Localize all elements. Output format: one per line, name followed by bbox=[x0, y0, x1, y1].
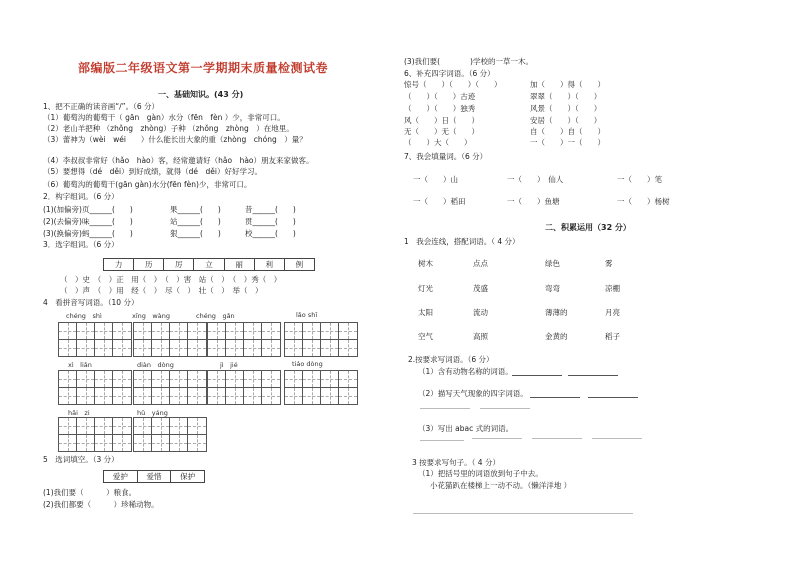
writing-grid[interactable] bbox=[58, 339, 132, 357]
pinyin-label: chéng shì bbox=[66, 312, 102, 320]
q2-cell: 狠______( ) bbox=[170, 229, 221, 238]
character-option: 力 bbox=[104, 259, 134, 270]
character-option: 利 bbox=[255, 259, 285, 270]
pinyin-label: jì jié bbox=[220, 361, 238, 369]
pinyin-label: lǎo shī bbox=[296, 311, 318, 319]
question-2: 2．构字组词。（6 分） bbox=[43, 192, 119, 201]
writing-grid[interactable] bbox=[133, 387, 207, 405]
q5-line: (2)我们都要（ ）珍稀动物。 bbox=[43, 500, 159, 509]
writing-grid[interactable] bbox=[58, 322, 132, 340]
writing-grid[interactable] bbox=[284, 387, 358, 405]
q7-item: 一（ ）笔 bbox=[617, 175, 662, 184]
match-word: 月亮 bbox=[605, 308, 620, 317]
question-r2: 2.按要求写词语。（6 分） bbox=[408, 355, 494, 364]
q6-item: 翠翠（ ）（ ） bbox=[530, 92, 602, 101]
writing-grid[interactable] bbox=[133, 434, 207, 452]
q3-line: （ ）声 （ ）用 经（ ） 尽（ ） 壮（ ） 举（ ） bbox=[60, 286, 263, 295]
q6-item: 自（ ）自（ ） bbox=[530, 127, 605, 136]
page-title: 部编版二年级语文第一学期期末质量检测试卷 bbox=[78, 61, 329, 75]
match-word: 雾 bbox=[605, 259, 613, 268]
writing-grid[interactable] bbox=[133, 339, 207, 357]
q7-item: 一（ ）鱼塘 bbox=[507, 197, 560, 206]
answer-line[interactable] bbox=[420, 440, 464, 441]
question-5: 5 选词填空。（3 分） bbox=[43, 455, 119, 464]
character-choice-box bbox=[103, 258, 315, 271]
answer-line[interactable] bbox=[420, 408, 470, 409]
word-option: 爱惜 bbox=[138, 471, 172, 482]
q6-item: （ ）（ ）独秀 bbox=[404, 104, 476, 113]
q7-item: 一（ ） 仙人 bbox=[507, 175, 564, 184]
section-2-heading: 二、积累运用（32 分） bbox=[545, 223, 631, 232]
question-3: 3．选字组词。（6 分） bbox=[43, 240, 119, 249]
answer-line[interactable] bbox=[480, 408, 530, 409]
q7-item: 一（ ）稻田 bbox=[413, 197, 466, 206]
match-word: 太阳 bbox=[418, 308, 433, 317]
q6-item: 安居（ ）（ ） bbox=[530, 116, 602, 125]
answer-line[interactable] bbox=[472, 438, 522, 439]
writing-grid[interactable] bbox=[207, 339, 281, 357]
writing-grid[interactable] bbox=[133, 322, 207, 340]
match-word: 空气 bbox=[418, 332, 433, 341]
writing-grid[interactable] bbox=[284, 322, 358, 340]
q6-item: 惊号（ ）（ ）（ ） bbox=[404, 80, 502, 89]
q3-line: （ ）史 （ ）正 用（ ） （ ）害 站（ ） （ ）秀（ ） bbox=[60, 275, 282, 284]
answer-line[interactable] bbox=[413, 513, 633, 514]
answer-line[interactable] bbox=[592, 438, 642, 439]
writing-grid[interactable] bbox=[58, 417, 132, 435]
writing-grid[interactable] bbox=[207, 370, 281, 388]
question-1: 1、把不正确的读音画“/”。（6 分） bbox=[43, 102, 159, 111]
writing-grid[interactable] bbox=[284, 339, 358, 357]
writing-grid[interactable] bbox=[284, 370, 358, 388]
r2-item: （2）描写天气现象的四字词语。 bbox=[418, 389, 528, 398]
writing-grid[interactable] bbox=[207, 387, 281, 405]
question-r3: 3 按要求写句子。（ 4 分） bbox=[412, 458, 500, 467]
word-option: 保护 bbox=[180, 472, 196, 481]
r2-item: （3）写出 abac 式的词语。 bbox=[418, 424, 514, 433]
q1-line: （5）要想得（dé děi）到好成绩，就得（dé děi）好好学习。 bbox=[43, 167, 262, 176]
writing-grid[interactable] bbox=[58, 434, 132, 452]
q1-line: （2）老山羊把种 （zhǒng zhòng）子种 （zhǒng zhòng ）在地里。 bbox=[43, 124, 294, 133]
r2-item: （1）含有动物名称的词语。 bbox=[418, 367, 513, 376]
question-4: 4 看拼音写词语。（10 分） bbox=[43, 298, 139, 307]
match-word: 灯光 bbox=[418, 284, 433, 293]
match-word: 树木 bbox=[418, 259, 433, 268]
q6-item: （ ）大（ ） bbox=[404, 138, 472, 147]
q1-line: （4）李叔叔非常好（hǎo hào）客，经常邀请好（hǎo hào）朋友来家做客。 bbox=[43, 156, 314, 165]
pinyin-label: chéng gǎn bbox=[196, 312, 235, 320]
q2-cell: 校______( ) bbox=[245, 229, 296, 238]
match-word: 高照 bbox=[473, 332, 488, 341]
q2-cell: 昔______( ) bbox=[245, 205, 296, 214]
question-7: 7、我会填量词。（6 分） bbox=[404, 152, 488, 161]
q2-cell: 果______( ) bbox=[170, 205, 221, 214]
answer-line[interactable] bbox=[512, 375, 562, 376]
match-word: 稻子 bbox=[605, 332, 620, 341]
q7-item: 一（ ）杨树 bbox=[617, 197, 670, 206]
q2-cell: (2)(去偏旁)味______( ) bbox=[43, 217, 133, 226]
writing-grid[interactable] bbox=[207, 322, 281, 340]
character-option: 丽 bbox=[225, 259, 255, 270]
match-word: 金黄的 bbox=[545, 332, 568, 341]
q2-cell: (3)(换偏旁)蚂______( ) bbox=[43, 229, 133, 238]
writing-grid[interactable] bbox=[58, 387, 132, 405]
match-word: 弯弯 bbox=[545, 284, 560, 293]
q5-line: (3)我们要( )学校的一草一木。 bbox=[404, 57, 533, 66]
q6-item: （ ）（ ）古迹 bbox=[404, 92, 476, 101]
match-word: 凉棚 bbox=[605, 284, 620, 293]
match-word: 流动 bbox=[473, 308, 488, 317]
q2-cell: (1)(加偏旁)页______( ) bbox=[43, 205, 133, 214]
character-option: 例 bbox=[295, 260, 304, 269]
match-word: 茂盛 bbox=[473, 284, 488, 293]
r3-sentence: 小花猫趴在楼梯上一动不动。（懒洋洋地 ） bbox=[430, 481, 572, 490]
match-word: 绿色 bbox=[545, 259, 560, 268]
q1-line: （3）蕾神为（wèi wéi ）什么能长出大象的重（zhòng chóng ）量？ bbox=[43, 135, 307, 144]
q6-item: 风景（ ）（ ） bbox=[530, 104, 602, 113]
character-option: 厉 bbox=[164, 259, 194, 270]
pinyin-label: hǎi zi bbox=[68, 409, 90, 417]
answer-line[interactable] bbox=[530, 397, 580, 398]
r3-item: （1）把括号里的词语放到句子中去。 bbox=[418, 469, 543, 478]
pinyin-label: diàn dòng bbox=[137, 361, 174, 369]
answer-line[interactable] bbox=[532, 438, 582, 439]
match-word: 薄薄的 bbox=[545, 308, 568, 317]
q2-cell: 贯______( ) bbox=[245, 217, 296, 226]
writing-grid[interactable] bbox=[133, 370, 207, 388]
pinyin-label: hǔ yáng bbox=[137, 409, 168, 417]
q6-item: 无（ ）无（ ） bbox=[404, 127, 479, 136]
answer-line[interactable] bbox=[588, 397, 638, 398]
match-word: 点点 bbox=[473, 259, 488, 268]
writing-grid[interactable] bbox=[58, 370, 132, 388]
character-option: 历 bbox=[134, 259, 164, 270]
answer-line[interactable] bbox=[568, 375, 618, 376]
q6-item: 风（ ）日（ ） bbox=[404, 116, 479, 125]
word-choice-box bbox=[103, 470, 205, 483]
pinyin-label: xīng wàng bbox=[132, 312, 170, 320]
character-option: 立 bbox=[194, 259, 224, 270]
q5-line: (1)我们要（ ）粮食。 bbox=[43, 488, 137, 497]
question-r1: 1 我会连线，搭配词语。（ 4 分） bbox=[404, 237, 520, 246]
q2-cell: 站______( ) bbox=[170, 217, 221, 226]
pinyin-label: xì liǎn bbox=[68, 361, 92, 369]
writing-grid[interactable] bbox=[133, 417, 207, 435]
section-1-heading: 一、基础知识。(43 分) bbox=[158, 90, 244, 99]
q1-line: （6）葡萄沟的葡萄干(gān gàn)水分(fēn fèn)少，非常可口。 bbox=[43, 180, 252, 189]
q7-item: 一（ ）山 bbox=[413, 175, 458, 184]
pinyin-label: tiáo dòng bbox=[292, 360, 323, 368]
q6-item: 加（ ）得（ ） bbox=[530, 80, 605, 89]
question-6: 6、补充四字词语。（6 分） bbox=[404, 69, 495, 78]
q6-item: 一（ ）一（ ） bbox=[530, 138, 605, 147]
word-option: 爱护 bbox=[104, 471, 138, 482]
q1-line: （1）葡萄沟的葡萄干（ gān gàn）水分（fēn fèn ）少，非常可口。 bbox=[43, 113, 285, 122]
